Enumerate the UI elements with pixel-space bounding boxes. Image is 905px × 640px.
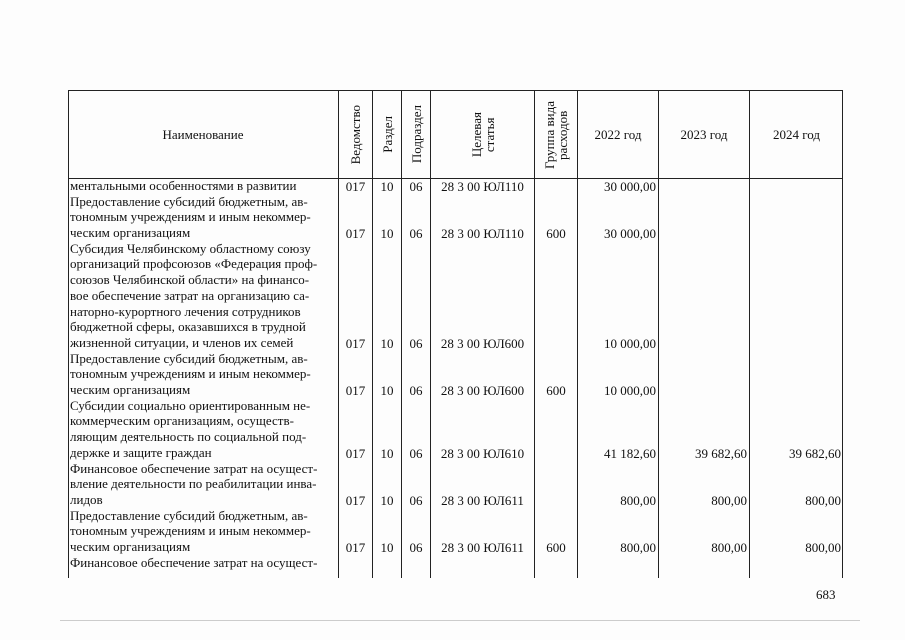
row-name-line: ческим организациям <box>70 382 191 398</box>
row-name-line: организаций профсоюзов «Федерация проф- <box>70 256 318 272</box>
header-name: Наименование <box>162 126 244 142</box>
row-name-line: наторно-курортного лечения сотрудников <box>70 303 301 319</box>
cell-y2022: 800,00 <box>620 540 656 556</box>
budget-table <box>68 90 843 578</box>
row-name-line: Финансовое обеспечение затрат на осущест- <box>70 460 318 476</box>
header-subsection: Подраздел <box>408 105 424 164</box>
row-name-line: вое обеспечение затрат на организацию са- <box>70 287 310 303</box>
cell-department: 017 <box>345 493 366 508</box>
cell-section: 10 <box>380 445 394 461</box>
cell-target-article: 28 3 00 ЮЛ611 <box>441 493 524 508</box>
cell-y2022: 30 000,00 <box>604 179 656 194</box>
row-name-line: тономным учреждениям и иным некоммер- <box>70 523 311 539</box>
column-border <box>842 90 843 578</box>
header-target-article: Целевая статья <box>468 111 497 158</box>
cell-department: 017 <box>345 336 366 351</box>
cell-target-article: 28 3 00 ЮЛ110 <box>441 179 524 194</box>
scan-edge <box>60 620 860 621</box>
cell-department: 017 <box>345 179 366 194</box>
cell-y2022: 30 000,00 <box>604 226 656 242</box>
row-name-line: жизненной ситуации, и членов их семей <box>70 334 294 350</box>
row-name-line: тономным учреждениям и иным некоммер- <box>70 366 311 382</box>
cell-subsection: 06 <box>409 493 423 508</box>
row-border <box>68 90 843 91</box>
row-name <box>70 461 337 508</box>
cell-target-article: 28 3 00 ЮЛ110 <box>441 226 524 242</box>
row-name-line: коммерческим организациям, осуществ- <box>70 413 294 429</box>
cell-expense-group: 600 <box>546 383 566 399</box>
row-name-line: Предоставление субсидий бюджетным, ав- <box>70 350 308 366</box>
cell-department: 017 <box>345 383 366 399</box>
cell-y2024: 800,00 <box>805 493 841 508</box>
column-border <box>534 90 535 578</box>
row-name-line: Финансовое обеспечение затрат на осущест- <box>70 554 318 570</box>
cell-y2024: 39 682,60 <box>789 445 841 461</box>
cell-y2022: 800,00 <box>620 493 656 508</box>
cell-y2022: 10 000,00 <box>604 383 656 399</box>
header-expense-group: Группа вида расходов <box>542 100 570 169</box>
cell-subsection: 06 <box>409 226 423 242</box>
cell-subsection: 06 <box>409 383 423 399</box>
header-section: Раздел <box>379 116 395 153</box>
header-2022: 2022 год <box>594 126 642 142</box>
cell-department: 017 <box>345 445 366 461</box>
row-name <box>70 508 337 555</box>
row-name <box>70 351 337 398</box>
header-2024: 2024 год <box>773 126 820 142</box>
cell-y2022: 41 182,60 <box>604 445 656 461</box>
cell-target-article: 28 3 00 ЮЛ600 <box>440 336 525 351</box>
cell-expense-group: 600 <box>546 540 566 556</box>
cell-section: 10 <box>380 226 394 242</box>
row-name <box>70 555 337 571</box>
row-name <box>70 194 337 241</box>
cell-subsection: 06 <box>409 179 423 194</box>
cell-target-article: 28 3 00 ЮЛ610 <box>440 445 525 461</box>
cell-target-article: 28 3 00 ЮЛ600 <box>440 383 525 399</box>
cell-y2023: 800,00 <box>711 540 747 556</box>
cell-y2023: 800,00 <box>711 493 747 508</box>
row-name-line: держке и защите граждан <box>70 444 212 460</box>
cell-department: 017 <box>345 226 366 242</box>
row-name-line: вление деятельности по реабилитации инва- <box>70 476 317 492</box>
cell-target-article: 28 3 00 ЮЛ611 <box>441 540 524 556</box>
page-number: 683 <box>816 587 836 602</box>
cell-expense-group: 600 <box>546 226 566 242</box>
row-name <box>70 241 337 351</box>
cell-y2024: 800,00 <box>805 540 841 556</box>
cell-y2023: 39 682,60 <box>695 445 747 461</box>
cell-section: 10 <box>380 179 394 194</box>
row-name <box>70 398 337 461</box>
row-name-line: лидов <box>70 491 103 507</box>
row-name-line: ческим организациям <box>70 225 191 241</box>
cell-department: 017 <box>345 540 366 556</box>
row-name <box>70 178 337 194</box>
row-name-line: Субсидии социально ориентированным не- <box>70 397 311 413</box>
row-name-line: ческим организациям <box>70 539 191 555</box>
cell-section: 10 <box>380 383 394 399</box>
cell-subsection: 06 <box>409 540 423 556</box>
row-name-line: Предоставление субсидий бюджетным, ав- <box>70 193 308 209</box>
column-border <box>68 90 69 578</box>
row-name-line: ляющим деятельность по социальной под- <box>70 429 307 445</box>
header-2023: 2023 год <box>680 126 728 142</box>
row-name-line: тономным учреждениям и иным некоммер- <box>70 209 311 225</box>
cell-section: 10 <box>380 493 394 508</box>
cell-y2022: 10 000,00 <box>604 336 656 351</box>
cell-section: 10 <box>380 336 394 351</box>
row-name-line: бюджетной сферы, оказавшихся в трудной <box>70 319 306 335</box>
row-name-line: Субсидия Челябинскому областному союзу <box>70 240 311 256</box>
row-name-line: союзов Челябинской области» на финансо- <box>70 272 310 288</box>
row-name-line: ментальными особенностями в развитии <box>70 178 297 193</box>
header-department: Ведомство <box>348 104 363 165</box>
cell-subsection: 06 <box>409 445 423 461</box>
row-name-line: Предоставление субсидий бюджетным, ав- <box>70 507 308 523</box>
cell-subsection: 06 <box>409 336 423 351</box>
cell-section: 10 <box>380 540 394 556</box>
